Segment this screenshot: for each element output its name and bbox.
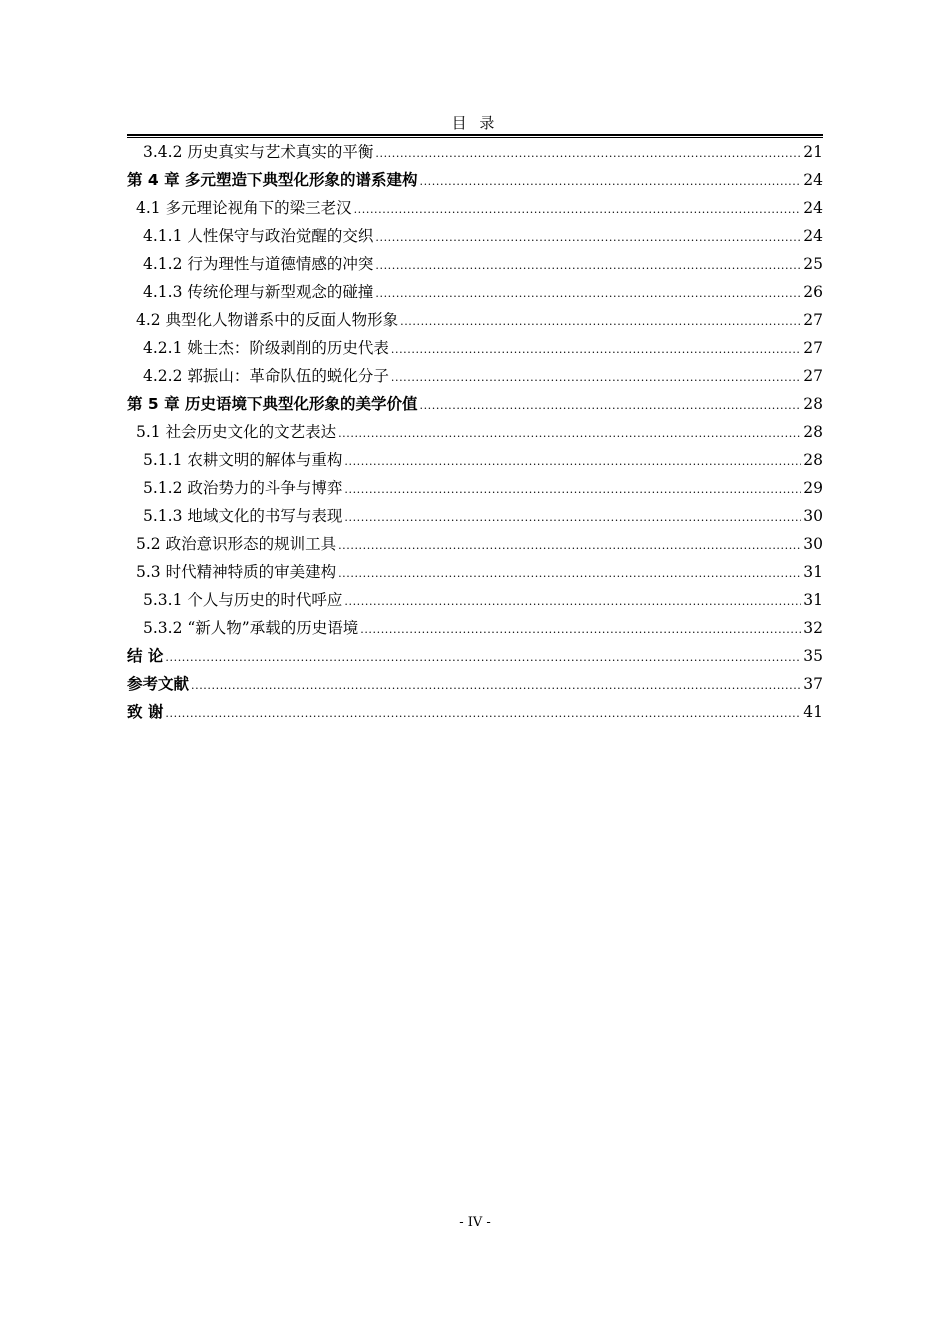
toc-entry-page: 29 xyxy=(803,479,823,497)
toc-leader-dots xyxy=(338,560,801,588)
toc-entry-page: 28 xyxy=(803,423,823,441)
toc-entry-label: 4.1.1 人性保守与政治觉醒的交织 xyxy=(143,227,374,245)
toc-entry-page: 26 xyxy=(803,283,823,301)
toc-entry-label: 5.2 政治意识形态的规训工具 xyxy=(136,535,337,553)
toc-entry-page: 30 xyxy=(803,507,823,525)
toc-leader-dots xyxy=(400,308,801,336)
toc-leader-dots xyxy=(344,448,801,476)
toc-entry-page: 24 xyxy=(803,227,823,245)
toc-entry-label: 4.1.2 行为理性与道德情感的冲突 xyxy=(143,255,374,273)
toc-leader-dots xyxy=(391,336,801,364)
toc-entry-label: 结 论 xyxy=(127,647,164,665)
toc-leader-dots xyxy=(338,420,801,448)
toc-leader-dots xyxy=(375,252,801,280)
toc-entry-page: 32 xyxy=(803,619,823,637)
toc-entry-label: 5.3.2 “新人物”承载的历史语境 xyxy=(143,619,359,637)
toc-entry[interactable] xyxy=(127,614,823,642)
toc-leader-dots xyxy=(344,476,801,504)
toc-entry[interactable] xyxy=(127,138,823,166)
toc-entry-label: 4.2.2 郭振山：革命队伍的蜕化分子 xyxy=(143,367,389,385)
toc-entry-label: 第 4 章 多元塑造下典型化形象的谱系建构 xyxy=(127,171,418,189)
toc-entry[interactable] xyxy=(127,278,823,306)
toc-entry-label: 5.3.1 个人与历史的时代呼应 xyxy=(143,591,343,609)
toc-entry[interactable] xyxy=(127,418,823,446)
toc-entry-page: 27 xyxy=(803,367,823,385)
toc-entry-page: 37 xyxy=(803,675,823,693)
toc-leader-dots xyxy=(165,700,801,728)
toc-entry[interactable] xyxy=(127,558,823,586)
toc-entry-page: 35 xyxy=(803,647,823,665)
table-of-contents xyxy=(127,138,823,726)
toc-entry-label: 参考文献 xyxy=(127,675,190,693)
toc-entry-label: 5.1.2 政治势力的斗争与博弈 xyxy=(143,479,343,497)
toc-entry[interactable] xyxy=(127,334,823,362)
toc-leader-dots xyxy=(354,196,802,224)
toc-entry-label: 致 谢 xyxy=(127,703,164,721)
toc-entry[interactable] xyxy=(127,362,823,390)
toc-leader-dots xyxy=(360,616,801,644)
toc-entry-label: 5.3 时代精神特质的审美建构 xyxy=(136,563,337,581)
toc-entry[interactable] xyxy=(127,222,823,250)
toc-entry-label: 4.1 多元理论视角下的梁三老汉 xyxy=(136,199,352,217)
toc-entry-page: 41 xyxy=(803,703,823,721)
toc-entry-label: 4.1.3 传统伦理与新型观念的碰撞 xyxy=(143,283,374,301)
toc-leader-dots xyxy=(344,504,801,532)
toc-leader-dots xyxy=(165,644,801,672)
toc-entry[interactable] xyxy=(127,502,823,530)
toc-entry-label: 第 5 章 历史语境下典型化形象的美学价值 xyxy=(127,395,418,413)
toc-entry[interactable] xyxy=(127,698,823,726)
toc-entry-page: 25 xyxy=(803,255,823,273)
page-number: - IV - xyxy=(459,1215,491,1230)
toc-leader-dots xyxy=(419,392,801,420)
toc-entry-page: 24 xyxy=(803,171,823,189)
toc-entry[interactable] xyxy=(127,586,823,614)
toc-entry-page: 28 xyxy=(803,451,823,469)
toc-entry[interactable] xyxy=(127,250,823,278)
toc-leader-dots xyxy=(391,364,801,392)
toc-entry-page: 31 xyxy=(803,563,823,581)
toc-leader-dots xyxy=(419,168,801,196)
toc-entry-label: 5.1.1 农耕文明的解体与重构 xyxy=(143,451,343,469)
toc-entry-page: 21 xyxy=(803,143,823,161)
toc-leader-dots xyxy=(191,672,801,700)
toc-leader-dots xyxy=(338,532,801,560)
toc-leader-dots xyxy=(375,224,801,252)
toc-entry-page: 27 xyxy=(803,339,823,357)
toc-entry[interactable] xyxy=(127,194,823,222)
toc-entry-page: 28 xyxy=(803,395,823,413)
toc-entry[interactable] xyxy=(127,474,823,502)
toc-entry[interactable] xyxy=(127,530,823,558)
toc-leader-dots xyxy=(344,588,801,616)
toc-entry-page: 30 xyxy=(803,535,823,553)
toc-entry[interactable] xyxy=(127,306,823,334)
toc-leader-dots xyxy=(375,140,801,168)
toc-entry-label: 3.4.2 历史真实与艺术真实的平衡 xyxy=(143,143,374,161)
toc-entry-label: 5.1 社会历史文化的文艺表达 xyxy=(136,423,337,441)
toc-entry-page: 24 xyxy=(803,199,823,217)
toc-entry[interactable] xyxy=(127,166,823,194)
toc-entry-page: 27 xyxy=(803,311,823,329)
toc-entry-label: 4.2.1 姚士杰：阶级剥削的历史代表 xyxy=(143,339,389,357)
toc-leader-dots xyxy=(375,280,801,308)
toc-entry[interactable] xyxy=(127,390,823,418)
page-header-title: 目 录 xyxy=(451,114,499,132)
toc-entry[interactable] xyxy=(127,670,823,698)
toc-entry[interactable] xyxy=(127,446,823,474)
toc-entry-label: 4.2 典型化人物谱系中的反面人物形象 xyxy=(136,311,399,329)
toc-entry-label: 5.1.3 地域文化的书写与表现 xyxy=(143,507,343,525)
toc-entry-page: 31 xyxy=(803,591,823,609)
toc-entry[interactable] xyxy=(127,642,823,670)
